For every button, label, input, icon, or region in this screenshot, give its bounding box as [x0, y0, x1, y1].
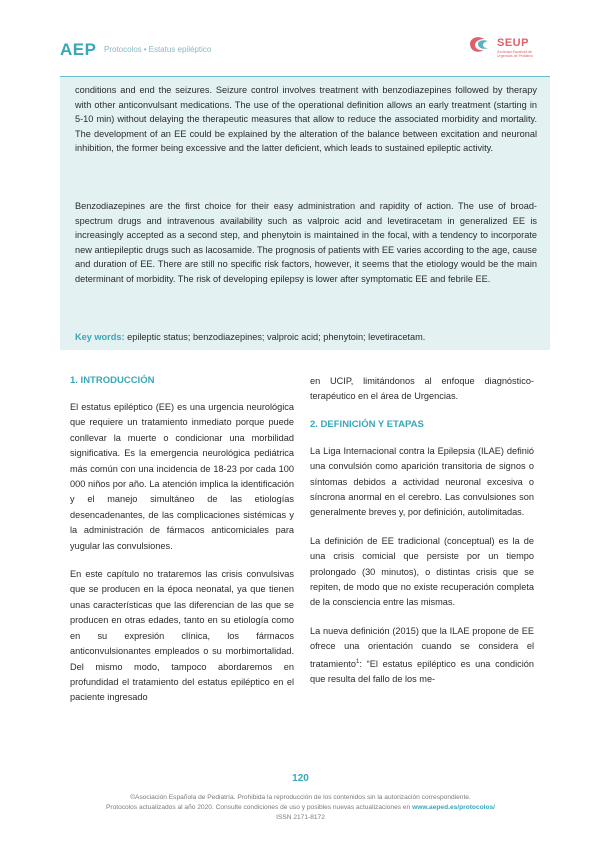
keywords-line [75, 330, 537, 345]
protocols-link[interactable]: www.aeped.es/protocolos/ [412, 804, 496, 811]
abstract-paragraph: Benzodiazepines are the first choice for their easy administration and rapidity of action. The use of broad-spectrum drugs and intravenous availability such as valproic acid and levetiracetam in generalized EE is increasingly accepted as a second step, and phenytoin is maintained in the focal, with a tendency to incorporate new antiepileptic drugs such as lacosamide. The prognosis of patients with EE varies according to the age, cause and duration of EE. There are still no specific risk factors, however, it seems that the etiology would be the main determinant of morbidity. The risk of developing epilepsy is lower after symptomatic EE and febrile EE. [75, 201, 537, 284]
abstract-box [60, 76, 550, 350]
left-column [70, 374, 294, 719]
keywords-label: Key words: [75, 332, 125, 342]
page-footer [0, 793, 601, 823]
section-title-introduccion: 1. INTRODUCCIÓN [70, 375, 155, 386]
page-header [0, 0, 601, 60]
right-column [310, 374, 534, 701]
keywords-text: epileptic status; benzodiazepines; valproic acid; phenytoin; levetiracetam. [127, 332, 426, 342]
issn-line: ISSN 2171-8172 [276, 814, 325, 821]
paragraph-text: : “El estatus epiléptico es una condición que resulta del fallo de los me- [310, 658, 534, 685]
section-title-definicion: 2. DEFINICIÓN Y ETAPAS [310, 418, 424, 430]
reference-marker[interactable]: 1 [355, 658, 360, 665]
paragraph-text: La nueva definición (2015) que la ILAE propone de EE ofrece una orientación cuando se considera el tratamiento [310, 625, 534, 669]
breadcrumb-separator: • [143, 45, 147, 54]
abstract-paragraph: conditions and end the seizures. Seizure control involves treatment with benzodiazepines followed by therapy with other anticonvulsant medications. The use of the operational definition allows an early treatment (starting in 5-10 min) without delaying the therapeutic measures that allow to reduce the associated morbidity and mortality. The development of an EE could be explained by the alteration of the balance between excitation and neuronal inhibition, the former being excessive and the latter deficient, which leads to sustained epileptic activity. [75, 85, 537, 153]
body-paragraph: En este capítulo no trataremos las crisis convulsivas que se producen en la época neonatal, ya que tienen unas características que las diferencian de las que se producen en otras edades, tanto en su etiología como en su expresión clínica, los fármacos anticonvulsionantes empleados o su morbimortalidad. Del mismo modo, tampoco abordaremos en profundidad el tratamiento del estatus epiléptico en el paciente ingresado [70, 569, 294, 703]
seup-subtitle: Sociedad Española de Urgencias de Pediatría [497, 50, 533, 58]
copyright-line: ©Asociación Española de Pediatría. Prohibida la reproducción de los contenidos sin la autorización correspondiente. [130, 794, 471, 801]
aep-logo[interactable]: AEP [60, 40, 97, 59]
breadcrumb-topic: Estatus epiléptico [148, 45, 212, 54]
body-paragraph: La definición de EE tradicional (conceptual) es la de una crisis comicial que persiste por un tiempo prolongado (30 minutos), o distintas crisis que se repiten, de modo que no existe recuperación completa de la consciencia entre las mismas. [310, 535, 534, 608]
body-paragraph [310, 624, 534, 688]
body-paragraph: El estatus epiléptico (EE) es una urgencia neurológica que requiere un tratamiento inmediato porque puede conllevar la muerte o condicionar una morbilidad significativa. Es la emergencia neurológica pediátrica más común con una incidencia de 18-23 por cada 100 000 niños por año. La atención implica la identificación y el manejo simultáneo de las etiologías desencadenantes, de las complicaciones sistémicas y la administración de fármacos anticomiciales para yugular las convulsiones. [70, 402, 294, 551]
breadcrumb-section[interactable]: Protocolos [104, 45, 142, 54]
update-text: Protocolos actualizados al año 2020. Consulte condiciones de uso y posibles nuevas actualizaciones en [105, 804, 411, 811]
seup-wordmark: SEUP [497, 37, 529, 49]
update-line [0, 803, 601, 813]
body-paragraph: en UCIP, limitándonos al enfoque diagnóstico-terapéutico en el área de Urgencias. [310, 376, 534, 402]
page-number: 120 [292, 773, 309, 784]
body-paragraph: La Liga Internacional contra la Epilepsia (ILAE) definió una convulsión como aparición transitoria de signos o síntomas debidos a actividad neuronal excesiva o síncrona anormal en el cerebro. Las convulsiones son generalmente breves y, por definición, autolimitadas. [310, 445, 534, 518]
breadcrumb [104, 45, 211, 54]
